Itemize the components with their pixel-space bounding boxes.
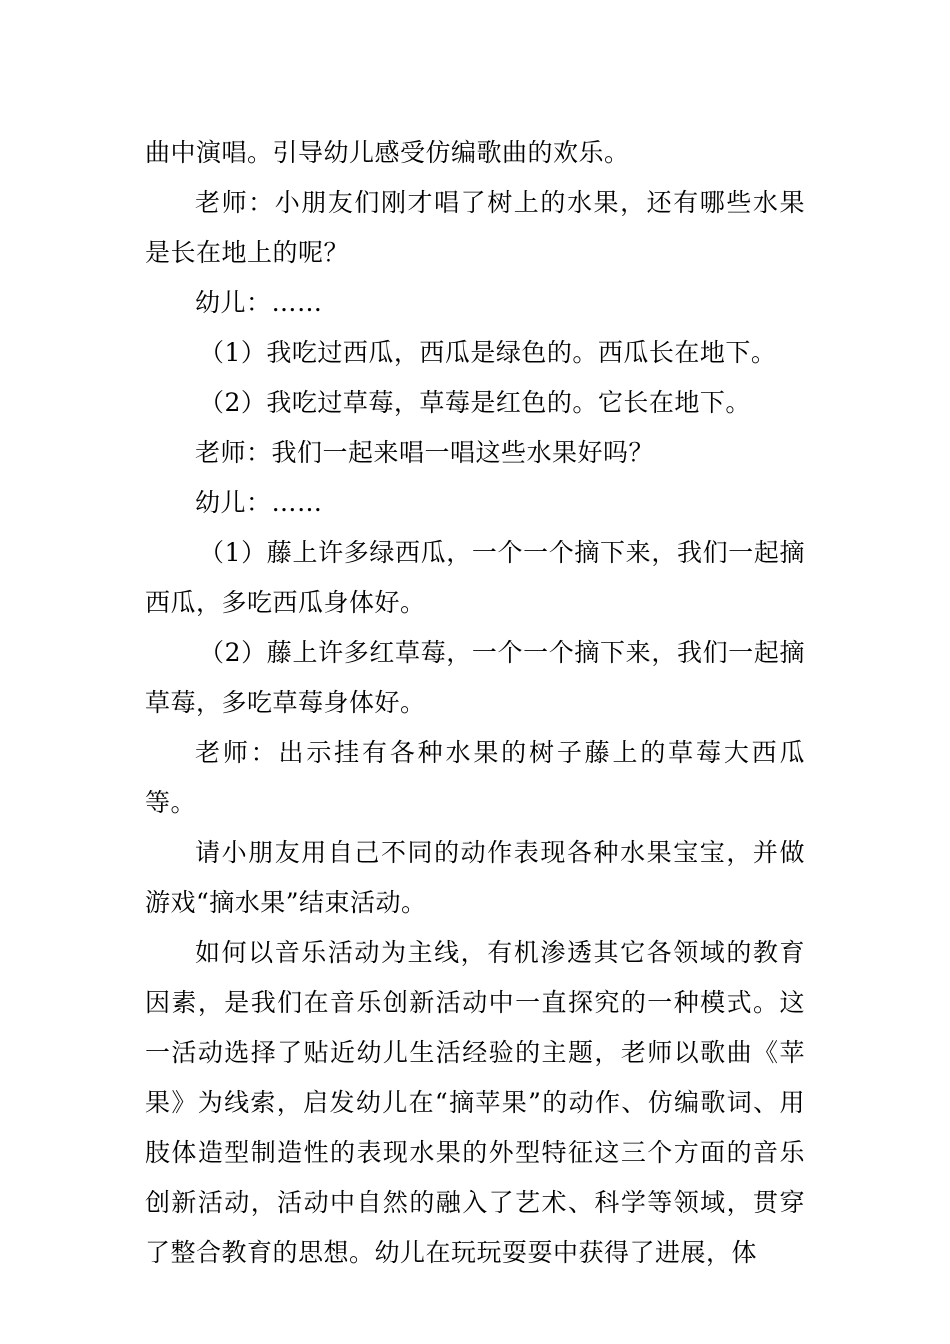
paragraph-child-response-2: 幼儿：…… xyxy=(195,488,323,517)
paragraph-child-response: 幼儿：…… xyxy=(195,288,323,317)
paragraph-reflection: 如何以音乐活动为主线，有机渗透其它各领域的教育因素，是我们在音乐创新活动中一直探究的一种模式。这一活动选择了贴近幼儿生活经验的主题，老师以歌曲《苹果》为线索，启发幼儿在“摘苹果”的动作、仿编歌词、用肢体造型制造性的表现水果的外型特征这三个方面的音乐创新活动，活动中自然的融入了艺术、科学等领域，贯穿了整合教育的思想。幼儿在玩玩耍耍中获得了进展，体 xyxy=(145,938,805,1267)
paragraph-lyrics-watermelon: （1）藤上许多绿西瓜，一个一个摘下来，我们一起摘西瓜，多吃西瓜身体好。 xyxy=(145,538,805,617)
paragraph-continuation: 曲中演唱。引导幼儿感受仿编歌曲的欢乐。 xyxy=(145,138,630,167)
paragraph-teacher-display: 老师：出示挂有各种水果的树子藤上的草莓大西瓜等。 xyxy=(145,738,805,817)
paragraph-teacher-question: 老师：小朋友们刚才唱了树上的水果，还有哪些水果是长在地上的呢？ xyxy=(145,188,805,267)
paragraph-lyrics-strawberry: （2）藤上许多红草莓，一个一个摘下来，我们一起摘草莓，多吃草莓身体好。 xyxy=(145,638,805,717)
document-body xyxy=(145,128,805,1278)
paragraph-game-instruction: 请小朋友用自己不同的动作表现各种水果宝宝，并做游戏“摘水果”结束活动。 xyxy=(145,838,805,917)
paragraph-teacher-sing: 老师：我们一起来唱一唱这些水果好吗？ xyxy=(195,438,655,467)
paragraph-answer-strawberry: （2）我吃过草莓，草莓是红色的。它长在地下。 xyxy=(199,388,751,417)
paragraph-answer-watermelon: （1）我吃过西瓜，西瓜是绿色的。西瓜长在地下。 xyxy=(199,338,777,367)
